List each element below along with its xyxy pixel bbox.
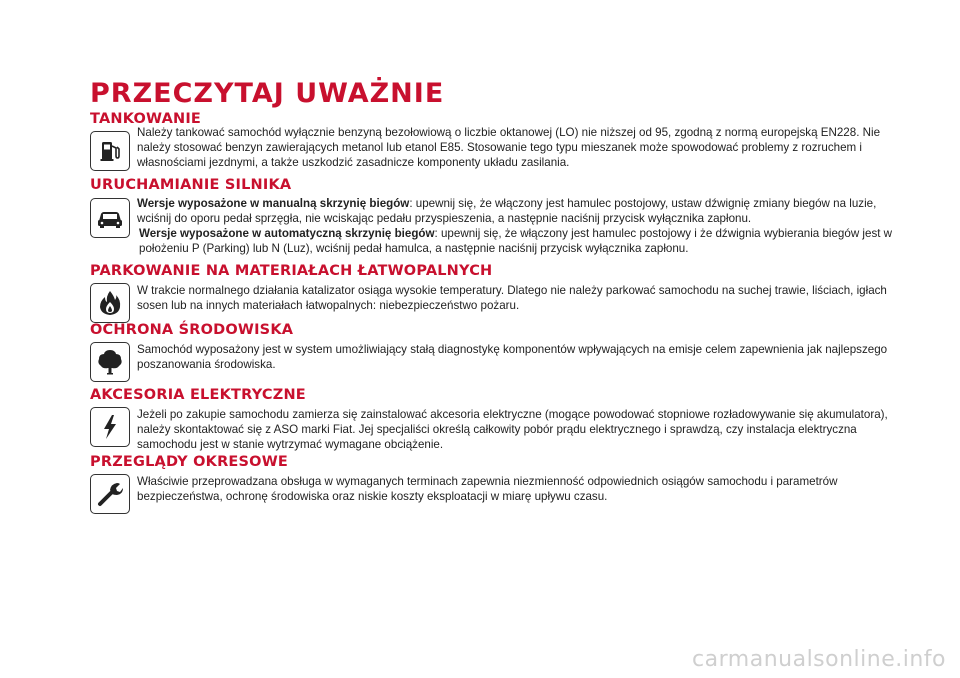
fuel-paragraph: Należy tankować samochód wyłącznie benzyną bezołowiową o liczbie oktanowej (LO) nie niższej od 95, zgodną z normą europejską EN228. Nie należy stosować benzyn zawierających metanol lub etanol E85. Stosowanie tego typu mieszanek może spowodować problemy z rozruchem i własnościami jezdnymi, a także uszkodzić zasadnicze komponenty układu zasilania. bbox=[137, 126, 881, 169]
section-heading: PRZEGLĄDY OKRESOWE bbox=[90, 454, 289, 470]
section-uruchamianie-silnika bbox=[90, 177, 893, 255]
section-przeglady-okresowe bbox=[90, 454, 890, 503]
auto-paragraph bbox=[137, 226, 912, 256]
section-heading: URUCHAMIANIE SILNIKA bbox=[90, 177, 292, 193]
section-text bbox=[137, 125, 912, 170]
manual-lead: Wersje wyposażone w manualną skrzynię biegów bbox=[137, 197, 410, 210]
section-text bbox=[137, 474, 912, 504]
section-text bbox=[137, 342, 912, 372]
section-akcesoria-elektryczne bbox=[90, 387, 890, 451]
auto-lead: Wersje wyposażone w automatyczną skrzynię biegów bbox=[139, 227, 435, 240]
environment-paragraph: Samochód wyposażony jest w system umożliwiający stałą diagnostykę komponentów wpływających na emisje celem zapewnienia jak najlepszego poszanowania środowiska. bbox=[137, 343, 888, 371]
watermark: carmanualsonline.info bbox=[692, 647, 946, 672]
section-text bbox=[137, 283, 912, 313]
fire-icon bbox=[90, 283, 130, 323]
manual-paragraph bbox=[137, 196, 912, 226]
parking-paragraph: W trakcie normalnego działania katalizator osiąga wysokie temperatury. Dlatego nie należy parkować samochodu na suchej trawie, liściach, igłach sosen lub na innych materiałach łatwopalnych: niebezpieczeństwo pożaru. bbox=[137, 284, 887, 312]
wrench-icon bbox=[90, 474, 130, 514]
section-heading: PARKOWANIE NA MATERIAŁACH ŁATWOPALNYCH bbox=[90, 263, 493, 279]
fuel-pump-icon bbox=[90, 131, 130, 171]
electric-paragraph: Jeżeli po zakupie samochodu zamierza się zainstalować akcesoria elektryczne (mogące powodować stopniowe rozładowywanie się akumulatora), należy skontaktować się z ASO marki Fiat. Jej specjaliści określą całkowity pobór prądu elektrycznego i sprawdzą, czy instalacja elektryczna samochodu jest w stanie wytrzymać wymagane obciążenie. bbox=[137, 408, 888, 451]
section-text bbox=[137, 407, 912, 452]
section-heading: TANKOWANIE bbox=[90, 111, 202, 127]
section-text bbox=[137, 196, 912, 256]
service-paragraph: Właściwie przeprowadzana obsługa w wymaganych terminach zapewnia niezmienność odpowiednich osiągów samochodu i parametrów bezpieczeństwa, ochronę środowiska oraz niskie koszty eksploatacji w miarę upływu czasu. bbox=[137, 475, 838, 503]
manual-text: : upewnij się, że włączony jest hamulec postojowy, ustaw dźwignię zmiany biegów na luzie, wciśnij do oporu pedał sprzęgła, nie wciskając pedału przyspieszenia, a następnie naciśnij przycisk wyłącznika zapłonu. bbox=[137, 197, 877, 225]
section-heading: OCHRONA ŚRODOWISKA bbox=[90, 322, 294, 338]
car-icon bbox=[90, 198, 130, 238]
section-heading: AKCESORIA ELEKTRYCZNE bbox=[90, 387, 306, 403]
section-parkowanie bbox=[90, 263, 890, 312]
page-title: PRZECZYTAJ UWAŻNIE bbox=[90, 78, 445, 109]
section-ochrona-srodowiska bbox=[90, 322, 890, 371]
section-tankowanie bbox=[90, 111, 890, 169]
tree-icon bbox=[90, 342, 130, 382]
lightning-icon bbox=[90, 407, 130, 447]
auto-text: : upewnij się, że włączony jest hamulec postojowy i że dźwignia wybierania biegów jest w położeniu P (Parking) lub N (Luz), wciśnij pedał hamulca, a następnie naciśnij przycisk wyłącznika zapłonu. bbox=[139, 227, 893, 255]
